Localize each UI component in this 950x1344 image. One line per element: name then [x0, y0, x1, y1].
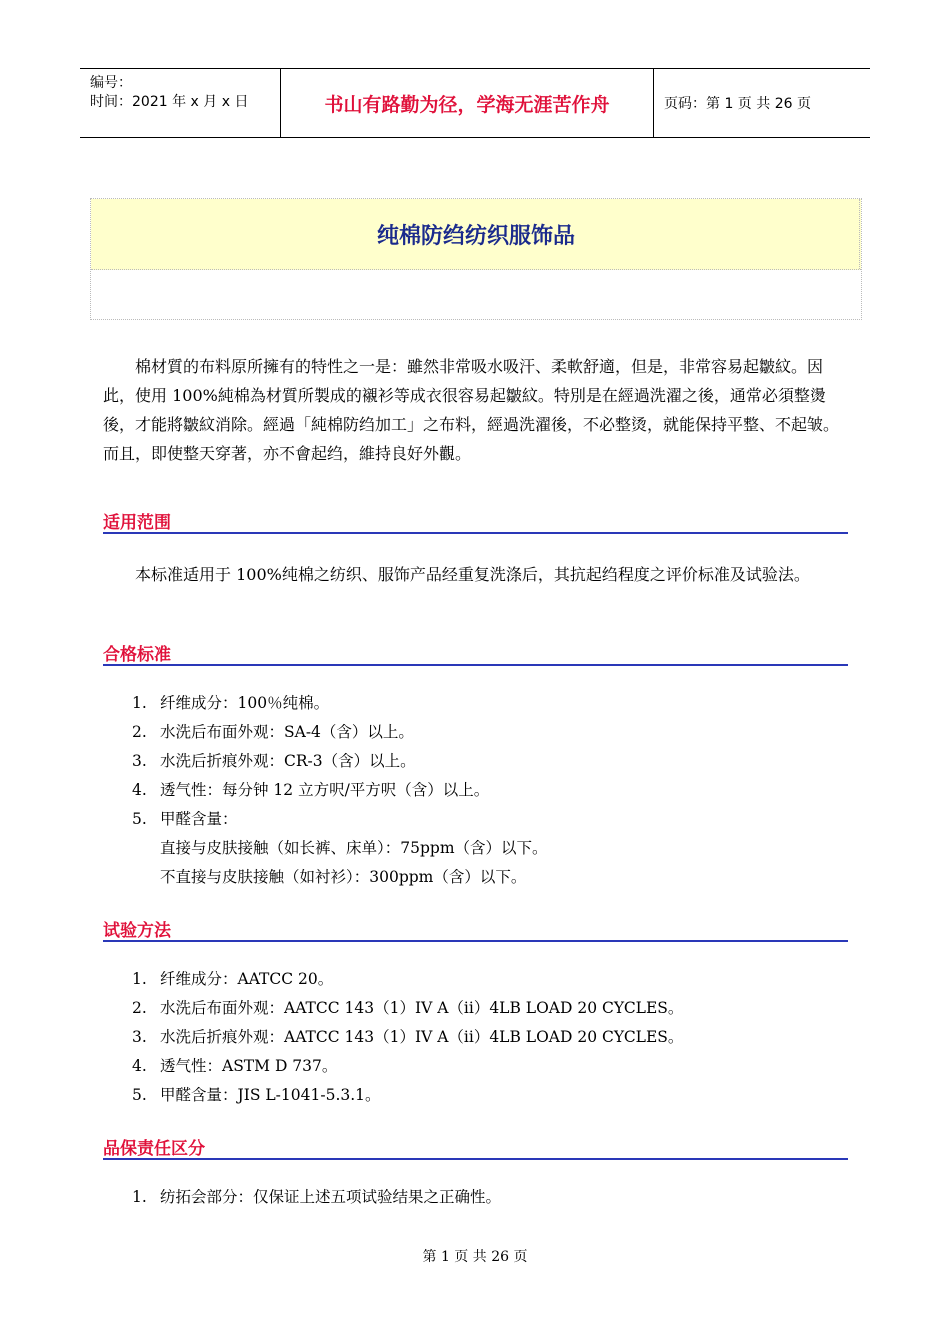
- list-item: 3. 水洗后折痕外观：AATCC 143（1）IV A（ii）4LB LOAD 20 CYCLES。: [132, 1028, 684, 1046]
- code-label: 编号：: [90, 75, 132, 91]
- criteria-list: [132, 689, 548, 892]
- list-sub-item: 不直接与皮肤接触（如衬衫）：300ppm（含）以下。: [160, 868, 527, 886]
- list-sub-item: 直接与皮肤接触（如长裤、床单）：75ppm（含）以下。: [160, 839, 548, 857]
- title-band-divider: [859, 199, 861, 269]
- document-title: 纯棉防绉纺织服饰品: [376, 223, 575, 249]
- time-label: 时间：2021 年 x 月 x 日: [90, 94, 249, 110]
- list-item: 5. 甲醛含量：: [132, 810, 238, 828]
- list-item: 3. 水洗后折痕外观：CR-3（含）以上。: [132, 752, 416, 770]
- list-item: 2. 水洗后布面外观：SA-4（含）以上。: [132, 723, 414, 741]
- header-motto: 书山有路勤为径，学海无涯苦作舟: [281, 69, 654, 137]
- list-item: 4. 透气性：ASTM D 737。: [132, 1057, 338, 1075]
- section-heading-responsibility: 品保责任区分: [103, 1134, 848, 1160]
- list-item: 2. 水洗后布面外观：AATCC 143（1）IV A（ii）4LB LOAD 20 CYCLES。: [132, 999, 684, 1017]
- header-page-number: 页码：第 1 页 共 26 页: [664, 96, 811, 112]
- title-band: [91, 199, 861, 270]
- section-heading-criteria: 合格标准: [103, 640, 848, 666]
- responsibility-list: [132, 1183, 501, 1212]
- section-heading-methods: 试验方法: [103, 916, 848, 942]
- scope-paragraph: 本标准适用于 100%纯棉之纺织、服饰产品经重复洗涤后，其抗起绉程度之评价标准及试验法。: [135, 565, 810, 584]
- header-info-cell: [80, 69, 281, 137]
- list-item: 5. 甲醛含量：JIS L-1041-5.3.1。: [132, 1086, 381, 1104]
- methods-list: [132, 965, 683, 1110]
- section-heading-scope: 适用范围: [103, 508, 848, 534]
- list-item: 1. 纤维成分：100％纯棉。: [132, 694, 330, 712]
- list-item: 4. 透气性：每分钟 12 立方呎/平方呎（含）以上。: [132, 781, 490, 799]
- intro-paragraph: 棉材質的布料原所擁有的特性之一是：雖然非常吸水吸汗、柔軟舒適，但是，非常容易起皺紋。因此，使用 100%純棉為材質所製成的襯衫等成衣很容易起皺紋。特別是在經過洗濯之後，通常必須整燙後，才能將皺紋消除。經過「純棉防绉加工」之布料，經過洗濯後，不必整烫，就能保持平整、不起皱。而且，即使整天穿著，亦不會起绉，維持良好外觀。: [103, 357, 840, 463]
- list-item: 1. 纺拓会部分：仅保证上述五项试验结果之正确性。: [132, 1188, 502, 1206]
- page-footer: 第 1 页 共 26 页: [422, 1249, 528, 1265]
- page-header: [80, 68, 870, 138]
- title-box: [90, 198, 862, 320]
- list-item: 1. 纤维成分：AATCC 20。: [132, 970, 334, 988]
